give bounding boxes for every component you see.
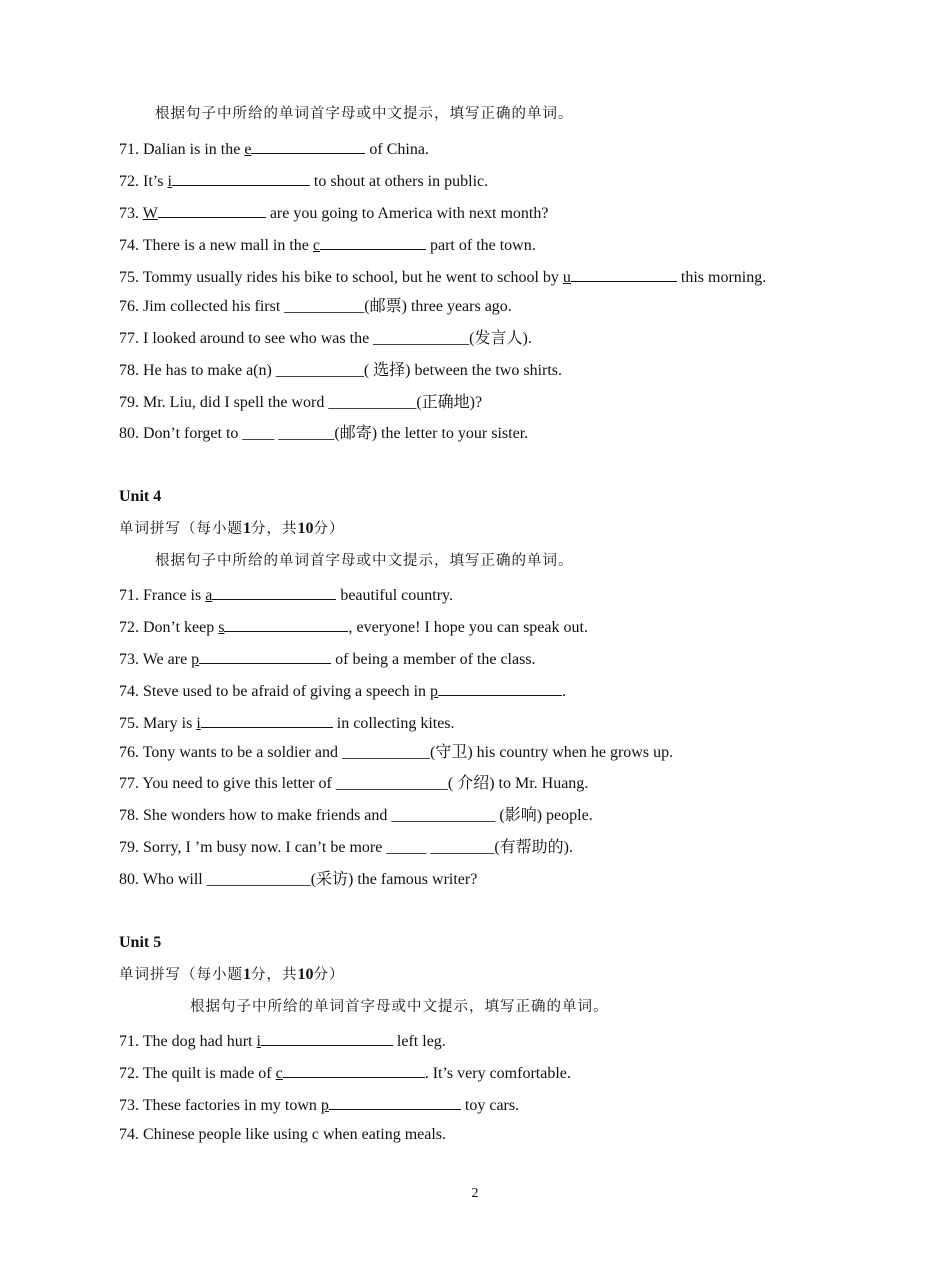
unit3-q73: 73. W are you going to America with next month? xyxy=(119,201,548,224)
page-number: 2 xyxy=(471,1186,479,1201)
unit4-q76: 76. Tony wants to be a soldier and ___________(守卫) his country when he grows up. xyxy=(119,744,674,761)
unit4-q72: 72. Don’t keep s , everyone! I hope you can speak out. xyxy=(119,615,588,638)
unit4-q75: 75. Mary is i in collecting kites. xyxy=(119,711,455,734)
unit3-q72: 72. It’s i to shout at others in public. xyxy=(119,169,488,192)
unit4-q78: 78. She wonders how to make friends and _____________ (影响) people. xyxy=(119,807,593,824)
unit4-instruction: 根据句子中所给的单词首字母或中文提示，填写正确的单词。 xyxy=(155,553,574,569)
unit4-q71: 71. France is a beautiful country. xyxy=(119,583,453,606)
unit4-q74: 74. Steve used to be afraid of giving a speech in p . xyxy=(119,679,566,702)
unit4-subtitle: 单词拼写（每小题1分，共10分） xyxy=(119,520,345,537)
unit4-q73: 73. We are p of being a member of the class. xyxy=(119,647,536,670)
unit5-instruction: 根据句子中所给的单词首字母或中文提示，填写正确的单词。 xyxy=(190,999,609,1015)
unit3-q71: 71. Dalian is in the e of China. xyxy=(119,137,429,160)
unit5-title: Unit 5 xyxy=(119,934,162,951)
unit3-q79: 79. Mr. Liu, did I spell the word ___________(正确地)? xyxy=(119,394,483,411)
unit4-q79: 79. Sorry, I ’m busy now. I can’t be more _____ ________(有帮助的). xyxy=(119,839,574,856)
unit5-q72: 72. The quilt is made of c . It’s very comfortable. xyxy=(119,1061,571,1084)
unit3-q78: 78. He has to make a(n) ___________( 选择) between the two shirts. xyxy=(119,362,563,379)
unit4-title: Unit 4 xyxy=(119,488,162,505)
unit5-subtitle: 单词拼写（每小题1分，共10分） xyxy=(119,966,345,983)
unit5-q74: 74. Chinese people like using c when eating meals. xyxy=(119,1126,447,1143)
unit3-q77: 77. I looked around to see who was the ____________(发言人). xyxy=(119,330,532,347)
unit5-q71: 71. The dog had hurt i left leg. xyxy=(119,1029,446,1052)
unit3-q74: 74. There is a new mall in the c part of the town. xyxy=(119,233,536,256)
unit5-q73: 73. These factories in my town p toy cars. xyxy=(119,1093,519,1116)
unit3-q76: 76. Jim collected his first __________(邮票) three years ago. xyxy=(119,298,512,315)
unit4-q77: 77. You need to give this letter of ______________( 介绍) to Mr. Huang. xyxy=(119,775,589,792)
unit3-instruction: 根据句子中所给的单词首字母或中文提示，填写正确的单词。 xyxy=(155,106,574,122)
unit3-q80: 80. Don’t forget to ____ _______(邮寄) the letter to your sister. xyxy=(119,425,529,442)
unit4-q80: 80. Who will _____________(采访) the famous writer? xyxy=(119,871,478,888)
unit3-q75: 75. Tommy usually rides his bike to school, but he went to school by u this morning. xyxy=(119,265,766,288)
